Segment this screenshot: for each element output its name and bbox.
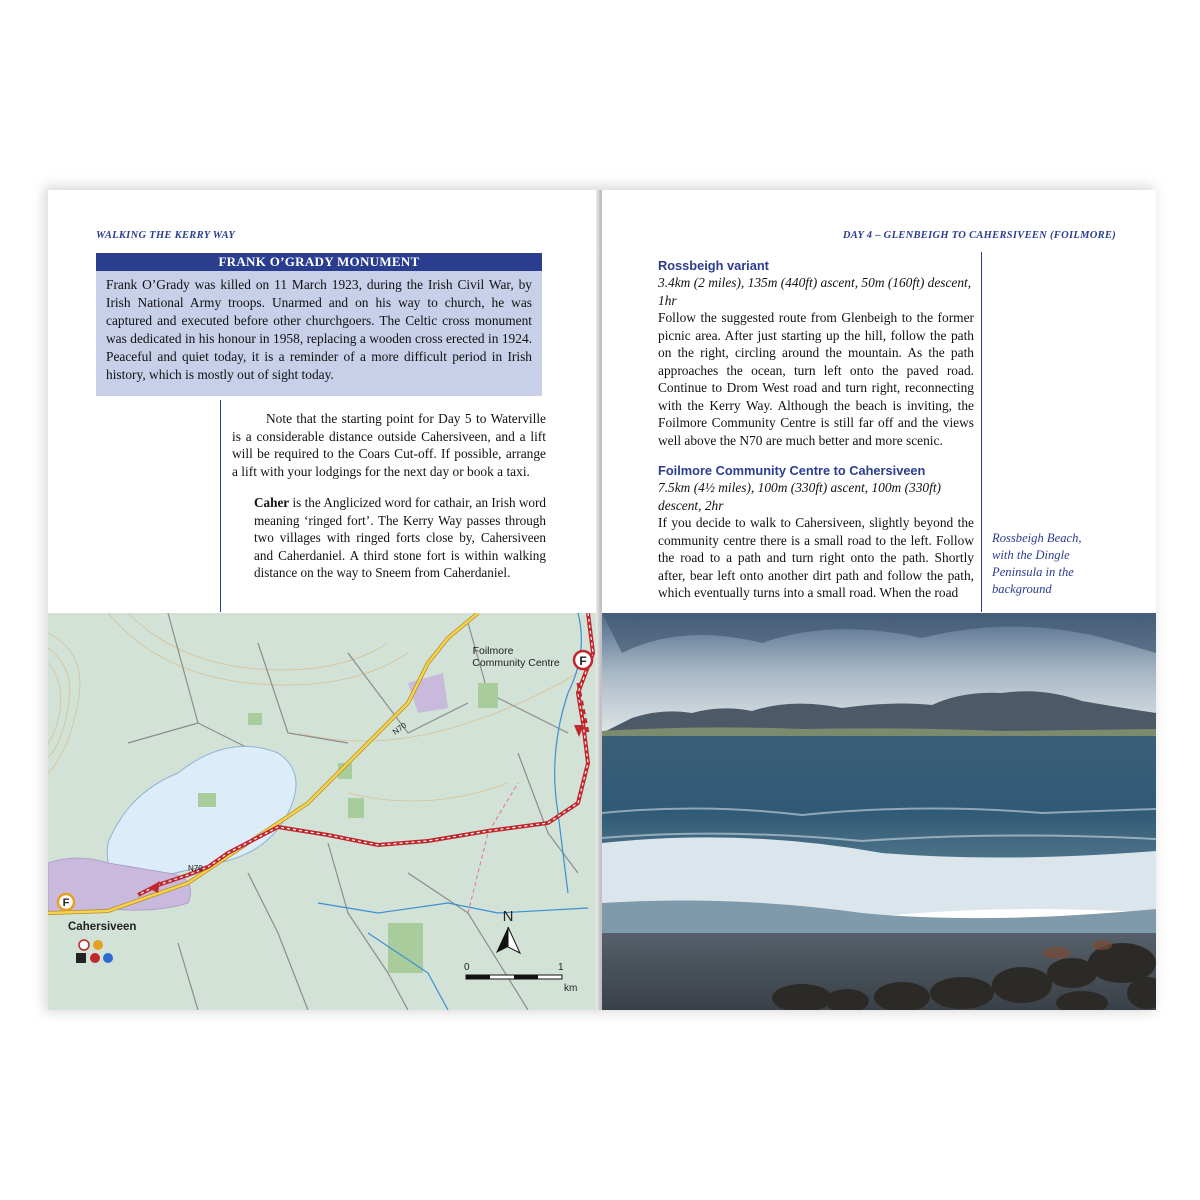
right-page [602,190,1156,1010]
text-foilmore-section: If you decide to walk to Cahersiveen, slightly beyond the community centre there is a small road to the left. Follow the road to a path and turn right onto the path. Shortly after, bear left onto another dirt path and follow the path, which eventually turns into a small road. When the road [658,515,974,600]
globe-icon [90,953,100,963]
info-icon [103,953,113,963]
caher-definition: is the Anglicized word for cathair, an Irish word meaning ‘ringed fort’. The Kerry Way passes through two villages with ringed forts close by, Cahersiveen and Caherdaniel. A third stone fort is within walking distance on the way to Sneem from Caherdaniel. [254,495,546,581]
label-n70-north: N70 [390,720,409,737]
margin-rule-right [981,252,982,612]
heading-rossbeigh-variant: Rossbeigh variant [658,258,769,273]
svg-text:1: 1 [558,962,564,973]
text-rossbeigh-variant: Follow the suggested route from Glenbeigh to the former picnic area. After just starting up the hill, follow the path on the right, circling around the mountain. As the path approaches the ocean, turn left onto the paved road. Continue to Drom West road and turn right, reconnecting with the Kerry Way. Although the beach is inviting, the Foilmore Community Centre is still far off and the views well above the N70 are much better and more scenic. [658,310,974,448]
feature-box-title: FRANK O’GRADY MONUMENT [96,253,542,271]
accommodation-icon [79,940,89,950]
svg-text:0: 0 [464,962,470,973]
svg-text:F: F [62,897,70,909]
home-icon [76,953,86,963]
margin-rule-left [220,400,221,612]
meta-rossbeigh-variant: 3.4km (2 miles), 135m (440ft) ascent, 50m (160ft) descent, 1hr [658,275,972,308]
heading-foilmore-section: Foilmore Community Centre to Cahersiveen [658,463,926,478]
paragraph-day5-note: Note that the starting point for Day 5 to Waterville is a considerable distance outside Cahersiveen, and a lift will be required to the Coars Cut-off. If possible, arrange a lift with your lodgings for the next day or book a taxi. [232,411,546,479]
running-head-right: DAY 4 – GLENBEIGH TO CAHERSIVEEN (FOILMORE) [842,230,1116,241]
photo-caption: Rossbeigh Beach, with the Dingle Peninsula in the background [992,531,1082,596]
foilmore-marker-icon [574,651,592,669]
cahersiveen-marker-icon [58,894,74,910]
label-cahersiveen: Cahersiveen [68,921,137,933]
feature-box-text: Frank O’Grady was killed on 11 March 1923, during the Irish Civil War, by Irish National Army troops. Unarmed and on his way to church, he was captured and executed before other churchgoers. The Celtic cross monument was dedicated in his honour in 1958, replacing a wooden cross erected in 1924. Peaceful and quiet today, it is a reminder of a more difficult period in Irish history, which is mostly out of sight today. [96,271,542,396]
caher-term: Caher [254,495,290,510]
label-community-centre: Community Centre [472,657,560,669]
svg-text:N: N [502,908,514,925]
label-n70-south: N70 [188,864,203,873]
meta-foilmore-section: 7.5km (4½ miles), 100m (330ft) ascent, 100m (330ft) descent, 2hr [658,480,942,513]
running-head-left: WALKING THE KERRY WAY [96,230,236,241]
svg-text:F: F [579,654,587,668]
svg-text:km: km [564,983,578,994]
left-page [48,190,600,1010]
food-icon [93,940,103,950]
route-map [48,613,600,1010]
paragraph-caher [254,494,546,582]
label-foilmore: Foilmore [472,645,514,657]
rossbeigh-beach-photo [602,613,1156,1010]
